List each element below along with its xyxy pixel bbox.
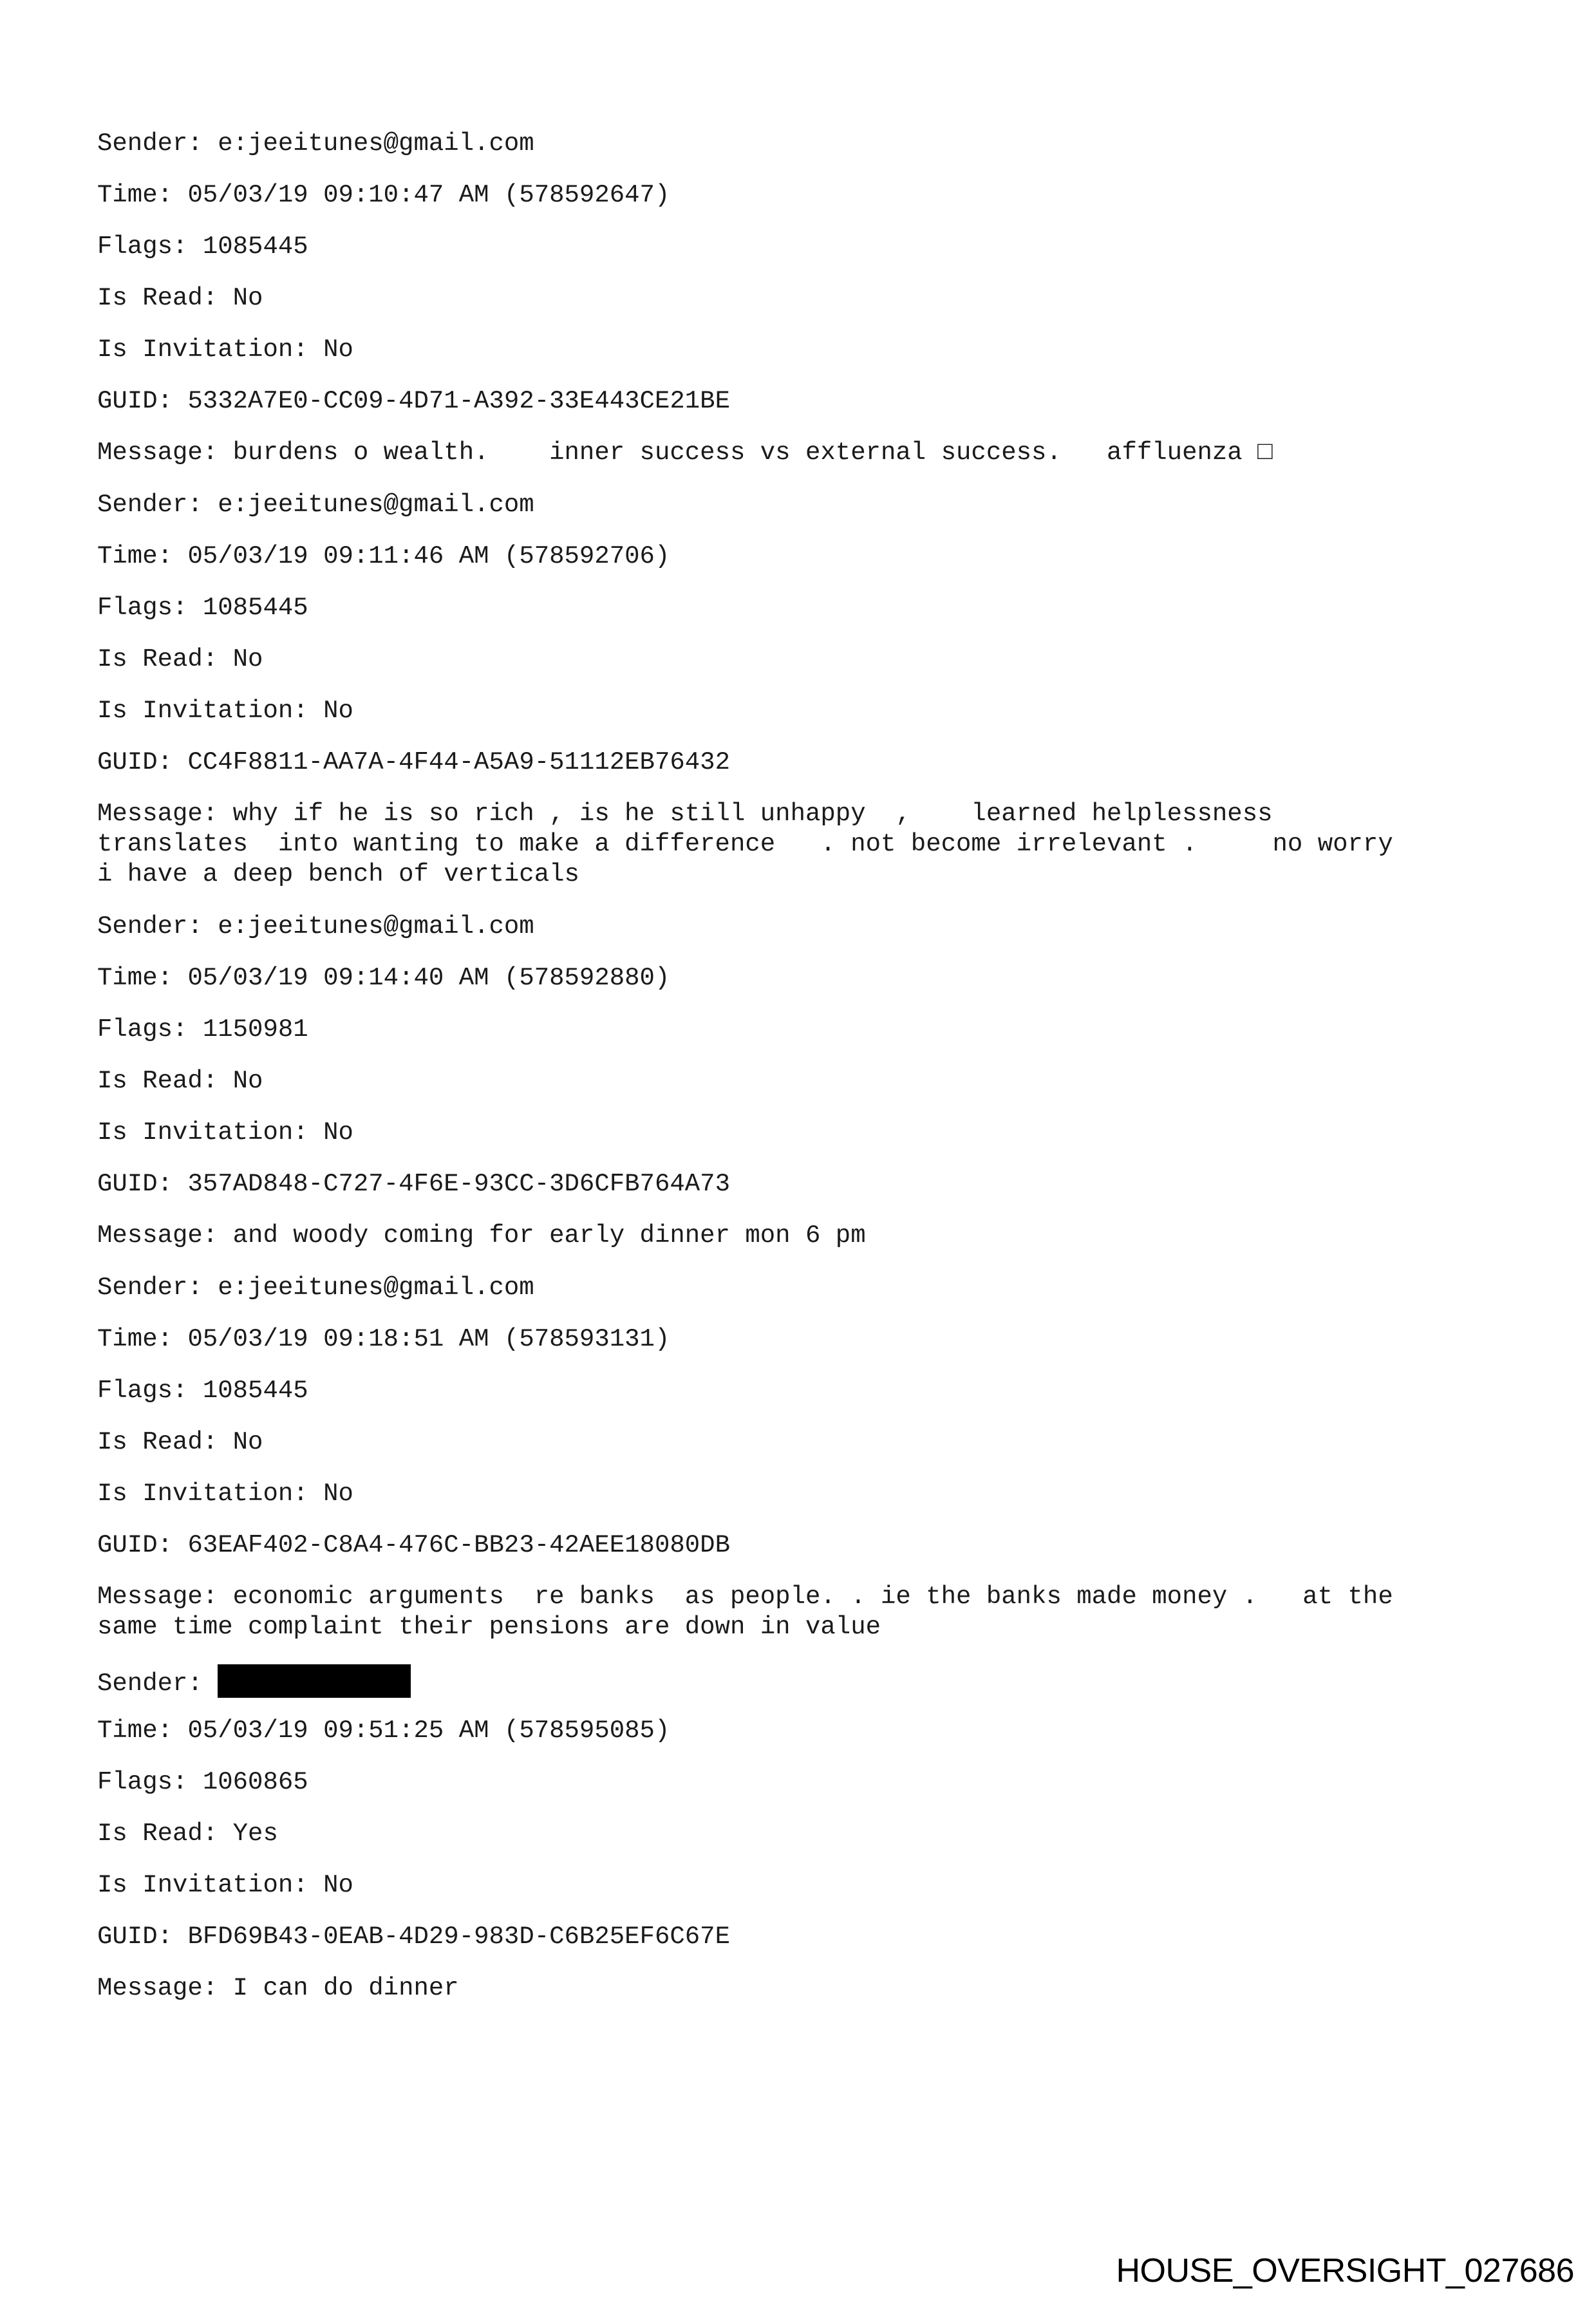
is-read-line <box>97 1427 1501 1458</box>
guid-line <box>97 1169 1501 1199</box>
guid-label: GUID: <box>97 1922 188 1951</box>
sender-line <box>97 912 1501 942</box>
guid-label: GUID: <box>97 387 188 415</box>
guid-value: 63EAF402-C8A4-476C-BB23-42AEE18080DB <box>187 1531 730 1559</box>
sender-value: e:jeeitunes@gmail.com <box>218 129 534 158</box>
flags-value: 1085445 <box>202 1377 308 1405</box>
is-read-label: Is Read: <box>97 284 233 312</box>
message-value: and woody coming for early dinner mon 6 pm <box>232 1221 866 1250</box>
sender-line <box>97 129 1501 159</box>
is-read-line <box>97 644 1501 675</box>
guid-value: CC4F8811-AA7A-4F44-A5A9-51112EB76432 <box>187 748 730 776</box>
sender-line <box>97 1664 1501 1698</box>
message-line <box>97 1221 1501 1251</box>
redaction-bar <box>218 1664 411 1698</box>
is-read-line <box>97 1819 1501 1849</box>
sender-label: Sender: <box>97 129 218 158</box>
flags-value: 1085445 <box>202 594 308 622</box>
is-invitation-line <box>97 1118 1501 1148</box>
is-read-value: No <box>232 1428 263 1456</box>
sender-line <box>97 490 1501 520</box>
guid-value: 5332A7E0-CC09-4D71-A392-33E443CE21BE <box>187 387 730 415</box>
time-line <box>97 541 1501 572</box>
flags-line <box>97 1376 1501 1406</box>
flags-label: Flags: <box>97 1768 203 1796</box>
message-value: I can do dinner <box>232 1974 459 2002</box>
guid-label: GUID: <box>97 1531 188 1559</box>
guid-line <box>97 747 1501 778</box>
time-value: 05/03/19 09:18:51 AM (578593131) <box>187 1325 670 1353</box>
is-invitation-label: Is Invitation: <box>97 1480 324 1508</box>
sender-value: e:jeeitunes@gmail.com <box>218 491 534 519</box>
message-label: Message: <box>97 800 233 828</box>
sender-label: Sender: <box>97 1274 218 1302</box>
time-value: 05/03/19 09:10:47 AM (578592647) <box>187 181 670 209</box>
time-label: Time: <box>97 964 188 992</box>
is-invitation-line <box>97 1870 1501 1901</box>
time-line <box>97 1716 1501 1746</box>
time-line <box>97 180 1501 211</box>
flags-line <box>97 232 1501 262</box>
guid-value: 357AD848-C727-4F6E-93CC-3D6CFB764A73 <box>187 1170 730 1198</box>
flags-label: Flags: <box>97 1377 203 1405</box>
is-invitation-value: No <box>323 1480 353 1508</box>
guid-line <box>97 1530 1501 1561</box>
message-label: Message: <box>97 1221 233 1250</box>
time-label: Time: <box>97 181 188 209</box>
sender-label: Sender: <box>97 491 218 519</box>
time-value: 05/03/19 09:14:40 AM (578592880) <box>187 964 670 992</box>
sender-value: e:jeeitunes@gmail.com <box>218 912 534 941</box>
is-read-value: No <box>232 645 263 673</box>
sender-line <box>97 1273 1501 1303</box>
is-read-label: Is Read: <box>97 1819 233 1848</box>
message-label: Message: <box>97 1974 233 2002</box>
time-label: Time: <box>97 1716 188 1745</box>
time-value: 05/03/19 09:51:25 AM (578595085) <box>187 1716 670 1745</box>
message-log <box>97 129 1501 2026</box>
message-label: Message: <box>97 438 233 467</box>
is-read-label: Is Read: <box>97 1428 233 1456</box>
message-record <box>97 1273 1501 1642</box>
is-invitation-label: Is Invitation: <box>97 335 324 364</box>
guid-line <box>97 386 1501 417</box>
sender-label: Sender: <box>97 912 218 941</box>
time-line <box>97 1324 1501 1355</box>
is-read-value: No <box>232 284 263 312</box>
guid-label: GUID: <box>97 1170 188 1198</box>
message-line <box>97 1582 1501 1642</box>
flags-line <box>97 1015 1501 1045</box>
flags-label: Flags: <box>97 1015 203 1044</box>
is-invitation-line <box>97 335 1501 365</box>
is-invitation-line <box>97 696 1501 726</box>
guid-value: BFD69B43-0EAB-4D29-983D-C6B25EF6C67E <box>187 1922 730 1951</box>
sender-value: e:jeeitunes@gmail.com <box>218 1274 534 1302</box>
is-read-value: Yes <box>232 1819 278 1848</box>
message-label: Message: <box>97 1583 233 1611</box>
time-label: Time: <box>97 542 188 570</box>
is-read-label: Is Read: <box>97 645 233 673</box>
is-read-label: Is Read: <box>97 1067 233 1095</box>
message-line <box>97 438 1501 468</box>
message-record <box>97 912 1501 1251</box>
is-read-value: No <box>232 1067 263 1095</box>
message-line <box>97 799 1501 890</box>
message-line <box>97 1973 1501 2004</box>
message-record <box>97 490 1501 890</box>
flags-value: 1150981 <box>202 1015 308 1044</box>
is-invitation-label: Is Invitation: <box>97 697 324 725</box>
time-label: Time: <box>97 1325 188 1353</box>
guid-line <box>97 1922 1501 1952</box>
flags-value: 1060865 <box>202 1768 308 1796</box>
sender-label: Sender: <box>97 1669 218 1698</box>
is-read-line <box>97 1066 1501 1096</box>
message-value: why if he is so rich , is he still unhappy , learned helplessness translates into wanting to make a difference . not become irrelevant . no worry i have a deep bench of verticals <box>97 800 1393 888</box>
guid-label: GUID: <box>97 748 188 776</box>
message-record <box>97 1664 1501 2004</box>
is-invitation-value: No <box>323 335 353 364</box>
is-invitation-label: Is Invitation: <box>97 1118 324 1147</box>
message-value: economic arguments re banks as people. . ie the banks made money . at the same time complaint their pensions are down in value <box>97 1583 1393 1641</box>
flags-line <box>97 1767 1501 1798</box>
time-line <box>97 963 1501 993</box>
is-invitation-label: Is Invitation: <box>97 1871 324 1899</box>
is-invitation-line <box>97 1479 1501 1509</box>
bates-number: HOUSE_OVERSIGHT_027686 <box>1116 2252 1574 2289</box>
flags-line <box>97 593 1501 623</box>
message-record <box>97 129 1501 468</box>
is-invitation-value: No <box>323 1118 353 1147</box>
is-invitation-value: No <box>323 1871 353 1899</box>
message-value: burdens o wealth. inner success vs external success. affluenza □ <box>232 438 1273 467</box>
time-value: 05/03/19 09:11:46 AM (578592706) <box>187 542 670 570</box>
flags-label: Flags: <box>97 232 203 261</box>
is-invitation-value: No <box>323 697 353 725</box>
flags-value: 1085445 <box>202 232 308 261</box>
flags-label: Flags: <box>97 594 203 622</box>
is-read-line <box>97 283 1501 314</box>
